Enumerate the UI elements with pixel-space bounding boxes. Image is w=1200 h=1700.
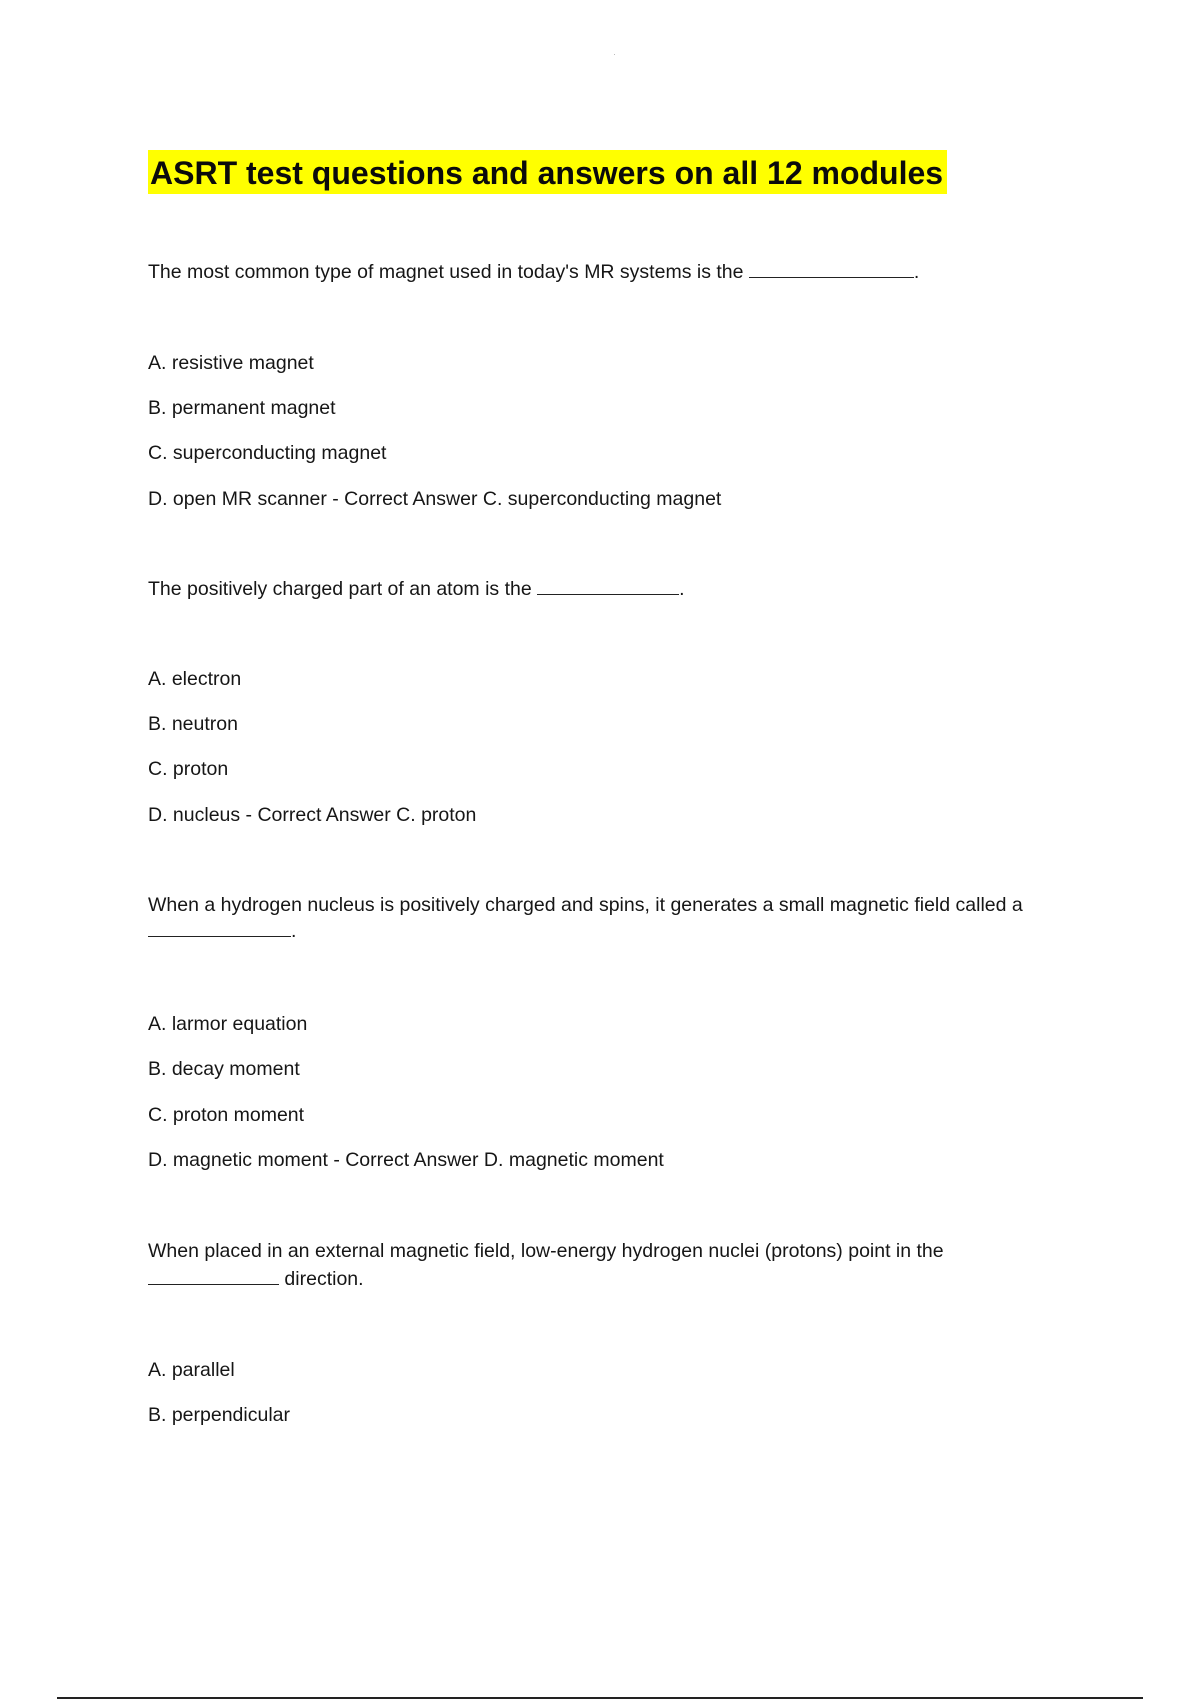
question-3-stem-line-2 <box>148 918 296 944</box>
question-3-option-c: C. proton moment <box>148 1104 305 1126</box>
question-2-option-b: B. neutron <box>148 713 238 735</box>
question-2-text: The positively charged part of an atom is the <box>148 578 532 600</box>
question-3-option-d: D. magnetic moment - Correct Answer D. magnetic moment <box>148 1149 664 1171</box>
scan-speck <box>614 54 615 55</box>
question-3-stem-line-1: When a hydrogen nucleus is positively charged and spins, it generates a small magnetic field called a <box>148 894 1023 916</box>
answer-blank <box>749 261 914 278</box>
question-1-text: The most common type of magnet used in today's MR systems is the <box>148 261 744 283</box>
question-1-option-b: B. permanent magnet <box>148 397 336 419</box>
title-block <box>148 150 947 194</box>
question-3-option-b: B. decay moment <box>148 1058 300 1080</box>
question-1-option-d: D. open MR scanner - Correct Answer C. superconducting magnet <box>148 488 722 510</box>
answer-blank <box>537 578 679 595</box>
page-bottom-rule <box>57 1697 1143 1699</box>
question-1-end: . <box>913 261 920 283</box>
question-4-stem-line-2 <box>148 1266 364 1292</box>
question-2-stem <box>148 576 685 602</box>
question-2-end: . <box>679 578 685 600</box>
question-3-end: . <box>291 920 297 942</box>
document-title: ASRT test questions and answers on all 12 modules <box>148 150 947 194</box>
question-3-option-a: A. larmor equation <box>148 1013 308 1035</box>
question-2-option-a: A. electron <box>148 668 242 690</box>
question-4-stem-line-1: When placed in an external magnetic field, low-energy hydrogen nuclei (protons) point in the <box>148 1240 944 1262</box>
answer-blank <box>148 1268 279 1285</box>
question-4-end: direction. <box>284 1268 364 1290</box>
question-1-stem <box>148 259 919 285</box>
question-1-option-c: C. superconducting magnet <box>148 442 387 464</box>
question-4-option-b: B. perpendicular <box>148 1404 291 1426</box>
question-1-option-a: A. resistive magnet <box>148 352 314 374</box>
question-2-option-d: D. nucleus - Correct Answer C. proton <box>148 804 477 826</box>
question-4-option-a: A. parallel <box>148 1359 235 1381</box>
answer-blank <box>148 920 291 937</box>
question-2-option-c: C. proton <box>148 758 229 780</box>
